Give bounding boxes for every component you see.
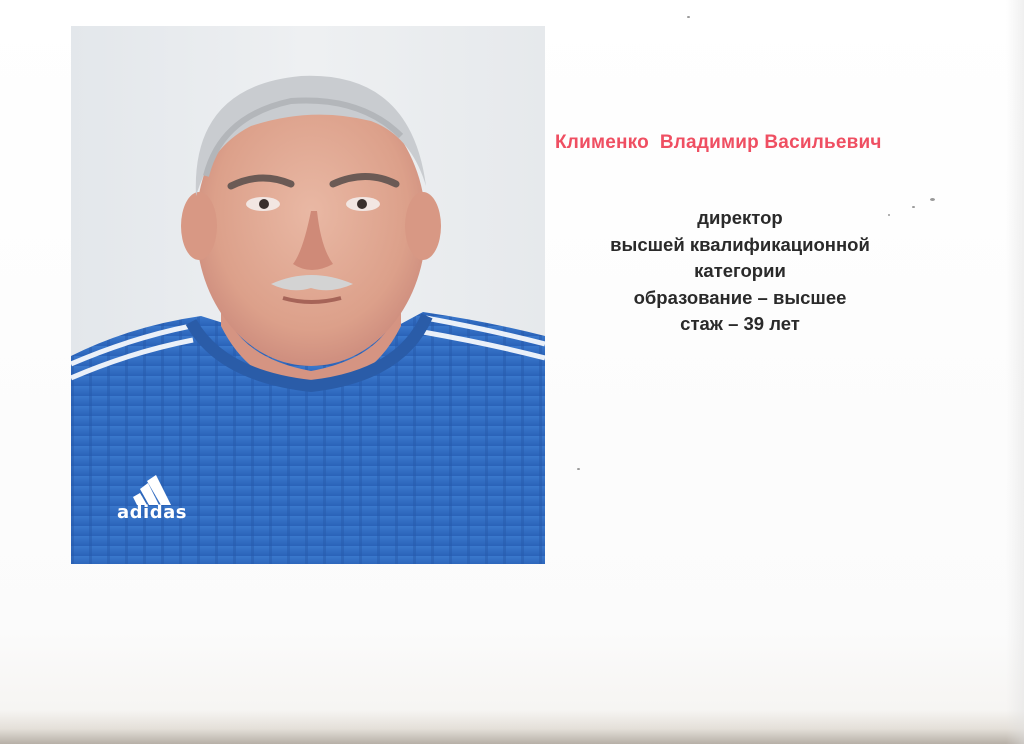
detail-qualification: высшей квалификационной <box>610 233 870 255</box>
detail-education: образование – высшее <box>633 286 847 308</box>
details-block <box>560 205 920 338</box>
scan-speck <box>930 198 935 201</box>
portrait-photo <box>71 26 545 564</box>
detail-position: директор <box>697 207 783 228</box>
scan-speck <box>912 206 915 208</box>
scan-shadow-bottom <box>0 710 1024 744</box>
detail-experience: стаж – 39 лет <box>680 313 800 334</box>
detail-category: категории <box>694 260 786 281</box>
shirt-logo-text: adidas <box>117 502 187 523</box>
scan-shadow-right <box>1006 0 1024 744</box>
person-name: Клименко Владимир Васильевич <box>555 132 882 153</box>
scan-speck <box>888 214 890 216</box>
scan-speck <box>687 16 690 18</box>
scan-speck <box>577 468 580 470</box>
